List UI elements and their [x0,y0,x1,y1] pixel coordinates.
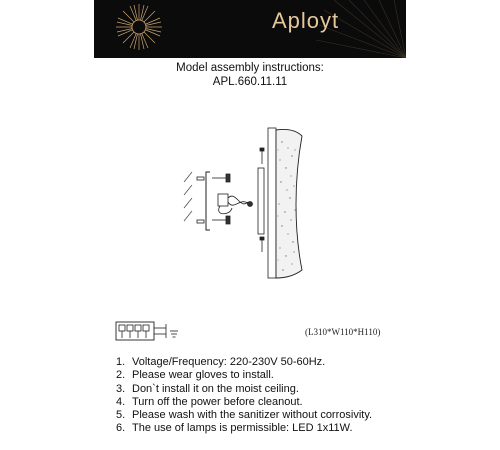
lamp-shade [276,129,302,278]
item-number: 1. [116,356,126,368]
item-number: 6. [116,422,126,435]
list-item [116,396,372,409]
wall-plug-icon [197,177,204,223]
list-item [116,422,372,435]
lamp-backplate [268,128,276,278]
wiring-connector [218,194,253,214]
mounting-bracket [206,172,210,230]
item-text: Please wash with the sanitizer without corrosivity. [132,409,373,422]
canopy-plate [258,168,264,234]
ground-icon [170,331,178,337]
list-item [116,409,372,422]
brand-banner [94,0,406,58]
document-title: Model assembly instructions: [176,62,324,74]
item-text: Turn off the power before cleanout. [132,395,303,408]
list-item [116,369,372,382]
item-number: 4. [116,395,126,408]
instruction-list [116,356,372,436]
wall-hatch [184,172,192,221]
assembly-drawing [170,120,330,295]
item-text: Voltage/Frequency: 220-230V 50-60Hz. [132,356,326,368]
item-number: 3. [116,382,126,395]
brand-name: Aployt [272,8,340,33]
dimensions-label: (L310*W110*H110) [305,327,381,337]
item-text: Please wear gloves to install. [132,369,274,382]
item-number: 2. [116,369,126,382]
item-text: Don`t install it on the moist ceiling. [132,382,299,395]
item-text: The use of lamps is permissible: LED 1x11W. [132,422,353,435]
model-number: APL.660.11.11 [212,76,288,88]
sunburst-logo-icon [94,0,406,58]
item-number: 5. [116,409,126,422]
terminal-block-diagram [114,318,184,348]
list-item [116,383,372,396]
list-item [116,356,372,369]
